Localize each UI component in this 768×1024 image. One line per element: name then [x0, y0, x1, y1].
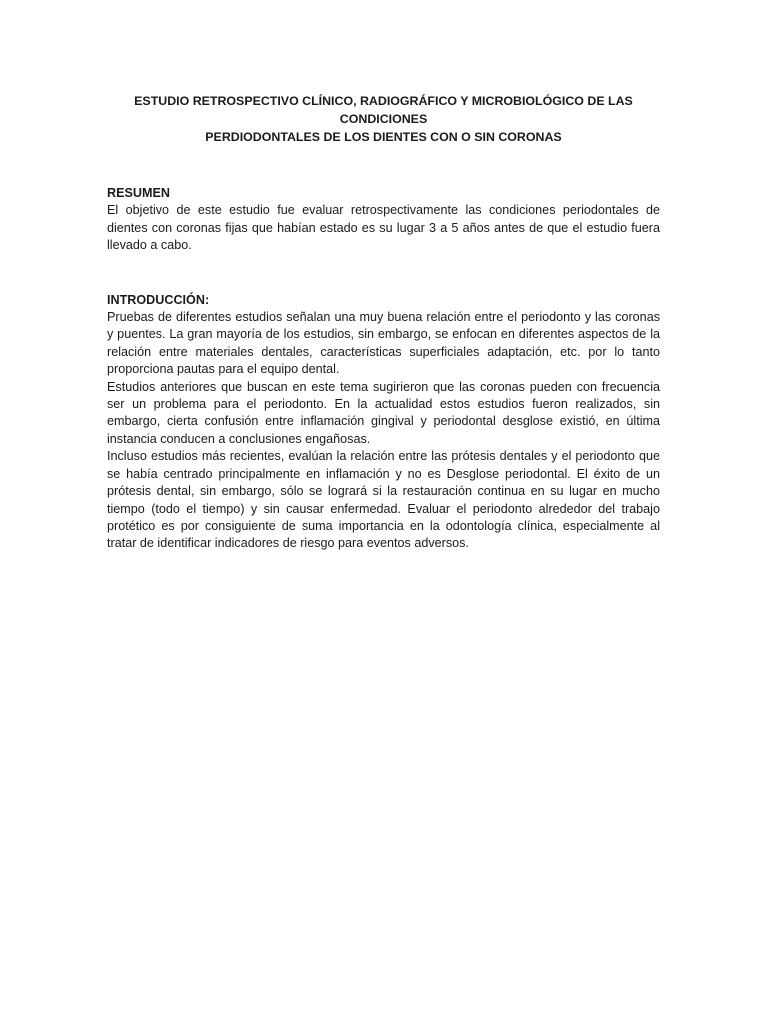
document-title: [107, 92, 660, 146]
document-title-line: ESTUDIO RETROSPECTIVO CLÍNICO, RADIOGRÁFICO Y MICROBIOLÓGICO DE LAS CONDICIONES: [134, 94, 633, 126]
introduction-paragraph: Pruebas de diferentes estudios señalan una muy buena relación entre el periodonto y las coronas y puentes. La gran mayoría de los estudios, sin embargo, se enfocan en diferentes aspectos de la relación entre materiales dentales, características superficiales adaptación, etc. por lo tanto proporciona pautas para el equipo dental.: [107, 310, 660, 377]
summary-heading: RESUMEN: [107, 186, 170, 200]
introduction-heading: INTRODUCCIÓN:: [107, 292, 210, 307]
document-title-line: PERDIODONTALES DE LOS DIENTES CON O SIN CORONAS: [205, 130, 562, 144]
summary-text: El objetivo de este estudio fue evaluar retrospectivamente las condiciones periodontales de dientes con coronas fijas que habían estado es su lugar 3 a 5 años antes de que el estudio fuera llevado a cabo.: [107, 203, 660, 253]
introduction-paragraph: Incluso estudios más recientes, evalúan la relación entre las prótesis dentales y el periodonto que se había centrado principalmente en inflamación y no es Desglose periodontal. El éxito de un prótesis dental, sin embargo, sólo se logrará si la restauración continua en su lugar en mucho tiempo (todo el tiempo) y sin causar enfermedad. Evaluar el periodonto alrededor del trabajo protético es por consiguiente de suma importancia en la odontología clínica, especialmente al tratar de identificar indicadores de riesgo para eventos adversos.: [107, 449, 660, 551]
introduction-paragraph: Estudios anteriores que buscan en este tema sugirieron que las coronas pueden con frecuencia ser un problema para el periodonto. En la actualidad estos estudios fueron realizados, sin embargo, cierta confusión entre inflamación gingival y periodontal desglose existió, en última instancia conducen a conclusiones engañosas.: [107, 379, 660, 446]
summary-section: [107, 185, 660, 255]
introduction-section: [107, 292, 660, 553]
